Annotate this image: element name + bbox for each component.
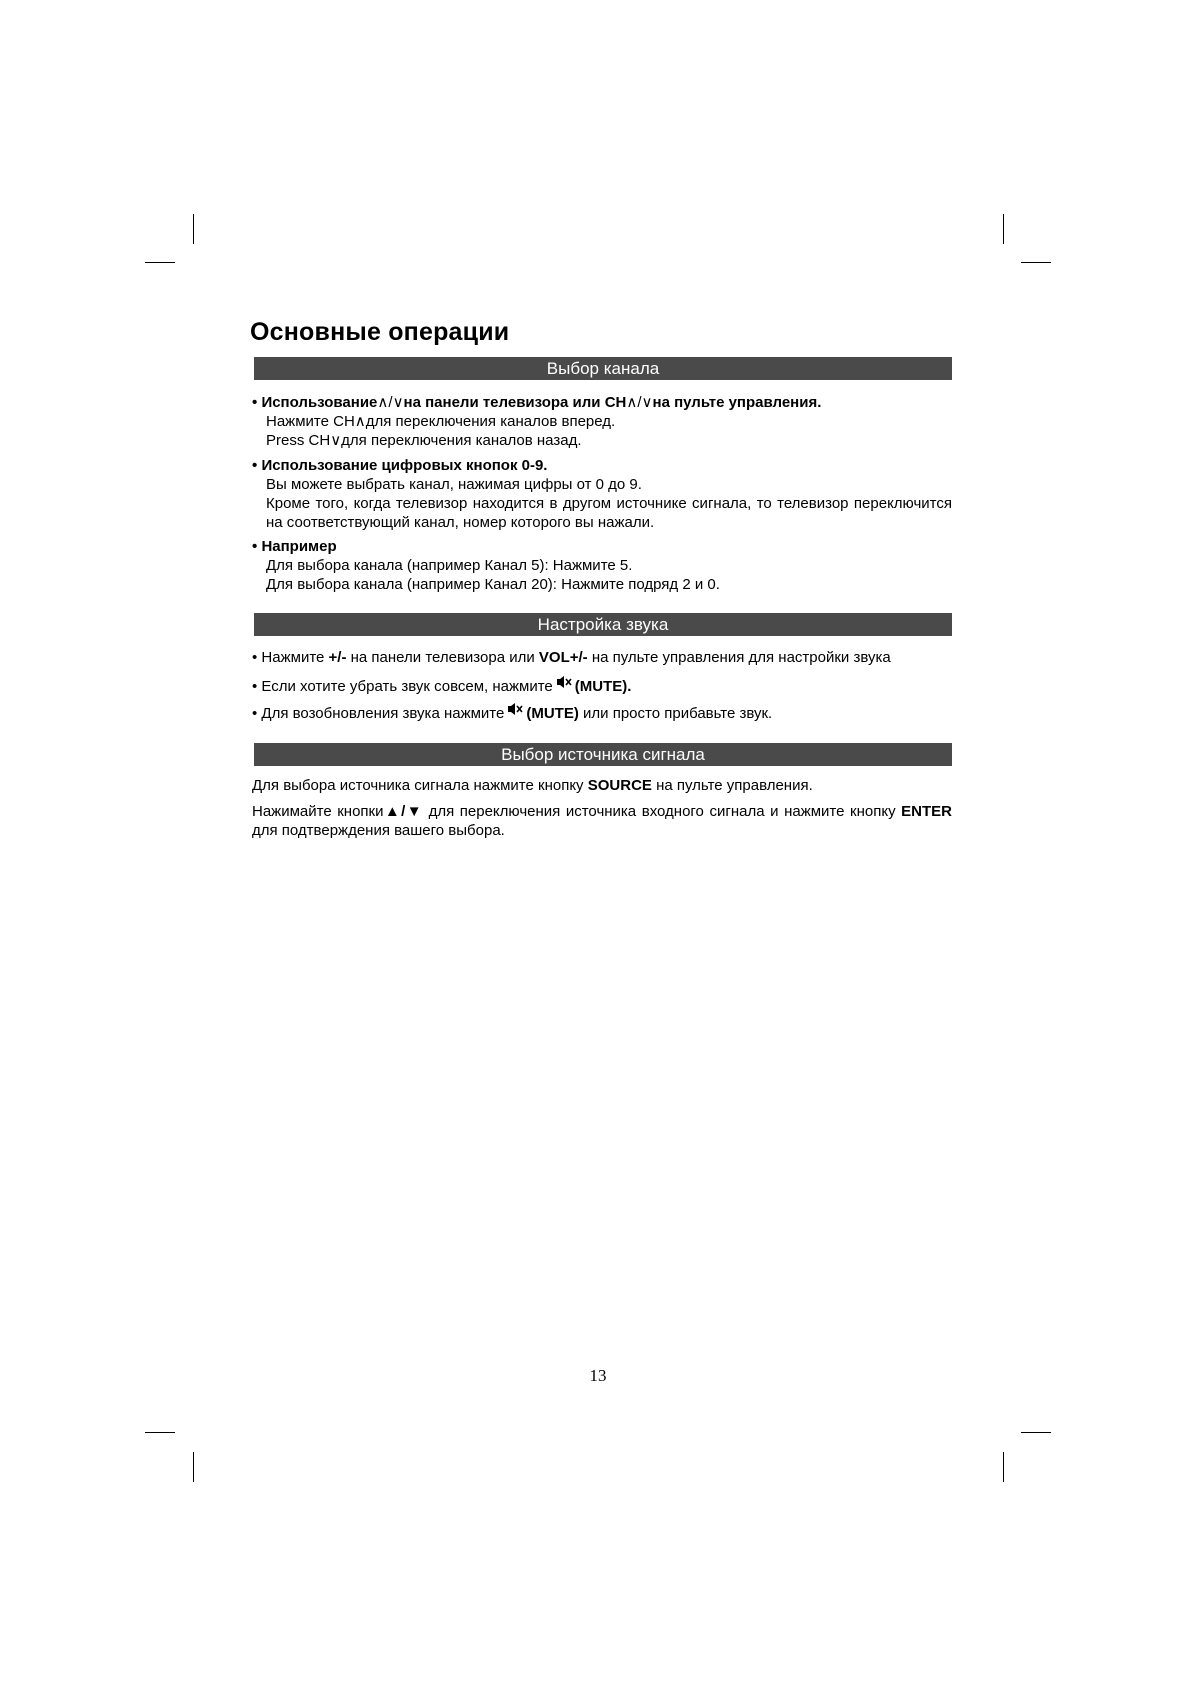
source-p2-text-b: для переключения источника входного сигнала и нажмите кнопку bbox=[423, 803, 902, 820]
mute-icon bbox=[556, 675, 572, 694]
source-p2-text-a: Нажимайте кнопки bbox=[252, 803, 384, 820]
sound-line-1-text-c: на пульте управления для настройки звука bbox=[587, 649, 891, 666]
crop-mark-bottom-right-vertical bbox=[1003, 1452, 1004, 1482]
source-p2-text-c: для подтверждения вашего выбора. bbox=[252, 822, 505, 839]
heading-text-1: Использование bbox=[261, 394, 378, 411]
plus-minus-key: +/- bbox=[328, 649, 347, 666]
slash: / bbox=[637, 394, 642, 411]
example-line-1: Для выбора канала (например Канал 5): Нажмите 5. bbox=[266, 557, 633, 574]
crop-mark-top-right-vertical bbox=[1003, 214, 1004, 244]
digit-buttons-heading: Использование цифровых кнопок 0-9. bbox=[261, 457, 548, 474]
sound-line-1-text-b: на панели телевизора или bbox=[346, 649, 539, 666]
channel-down-desc: для переключения каналов назад. bbox=[341, 432, 582, 449]
example-line-2: Для выбора канала (например Канал 20): Нажмите подряд 2 и 0. bbox=[266, 576, 720, 593]
sound-line-1-text-a: • Нажмите bbox=[252, 649, 329, 666]
page-number: 13 bbox=[589, 1366, 607, 1385]
heading-text-3: на пульте управления. bbox=[652, 394, 822, 411]
channel-up-desc: для переключения каналов вперед. bbox=[365, 413, 616, 430]
page-title: Основные операции bbox=[250, 318, 510, 346]
down-arrow-icon: ∨ bbox=[330, 432, 342, 449]
crop-mark-top-left-horizontal bbox=[145, 262, 175, 263]
source-text-b: на пульте управления. bbox=[651, 777, 813, 794]
source-key: SOURCE bbox=[587, 777, 652, 794]
channel-down-line bbox=[252, 431, 952, 450]
crop-mark-top-right-horizontal bbox=[1021, 262, 1051, 263]
channel-bullet-2-heading bbox=[252, 456, 952, 475]
up-down-arrows-icon: ▲/▼ bbox=[383, 803, 423, 820]
bullet: • bbox=[252, 457, 258, 474]
channel-bullet-1-heading bbox=[252, 393, 952, 412]
channel-bullet-3-heading bbox=[252, 537, 952, 556]
sound-line-2 bbox=[252, 675, 952, 696]
bullet: • bbox=[252, 394, 258, 411]
section-header-channel: Выбор канала bbox=[254, 357, 952, 380]
crop-mark-bottom-right-horizontal bbox=[1021, 1432, 1051, 1433]
channel-up-line bbox=[252, 412, 952, 431]
vol-key: VOL+/- bbox=[538, 649, 588, 666]
crop-mark-bottom-left-vertical bbox=[193, 1452, 194, 1482]
slash: / bbox=[388, 394, 393, 411]
digit-buttons-line-2: Кроме того, когда телевизор находится в другом источнике сигнала, то телевизор переключится на соответствующий канал, номер которого вы нажали. bbox=[266, 495, 952, 531]
enter-key: ENTER bbox=[901, 803, 952, 820]
source-paragraph-1 bbox=[252, 776, 952, 795]
sound-line-1 bbox=[252, 648, 952, 667]
channel-bullet-1 bbox=[252, 393, 952, 450]
example-heading: Например bbox=[261, 538, 337, 555]
source-text-a: Для выбора источника сигнала нажмите кнопку bbox=[252, 777, 588, 794]
digit-buttons-line-1: Вы можете выбрать канал, нажимая цифры от 0 до 9. bbox=[266, 476, 642, 493]
source-paragraph-2 bbox=[252, 802, 952, 840]
sound-line-3 bbox=[252, 702, 952, 723]
channel-bullet-2 bbox=[252, 456, 952, 532]
bullet: • bbox=[252, 538, 258, 555]
mute-icon bbox=[507, 702, 523, 721]
mute-key: (MUTE) bbox=[526, 705, 579, 722]
sound-line-3-text-a: • Для возобновления звука нажмите bbox=[252, 705, 505, 722]
crop-mark-top-left-vertical bbox=[193, 214, 194, 244]
up-arrow-icon: ∧ bbox=[377, 394, 389, 411]
sound-line-2-text: • Если хотите убрать звук совсем, нажмите bbox=[252, 678, 553, 695]
heading-text-2: на панели телевизора или CH bbox=[403, 394, 627, 411]
channel-down-text: Press CH bbox=[266, 432, 331, 449]
sound-line-3-text-b: или просто прибавьте звук. bbox=[578, 705, 773, 722]
channel-up-text: Нажмите CH bbox=[266, 413, 355, 430]
up-arrow-icon: ∧ bbox=[626, 394, 638, 411]
channel-bullet-3 bbox=[252, 537, 952, 594]
section-header-sound: Настройка звука bbox=[254, 613, 952, 636]
crop-mark-bottom-left-horizontal bbox=[145, 1432, 175, 1433]
down-arrow-icon: ∨ bbox=[392, 394, 404, 411]
mute-key: (MUTE). bbox=[574, 678, 632, 695]
section-header-source: Выбор источника сигнала bbox=[254, 743, 952, 766]
down-arrow-icon: ∨ bbox=[641, 394, 653, 411]
up-arrow-icon: ∧ bbox=[354, 413, 366, 430]
